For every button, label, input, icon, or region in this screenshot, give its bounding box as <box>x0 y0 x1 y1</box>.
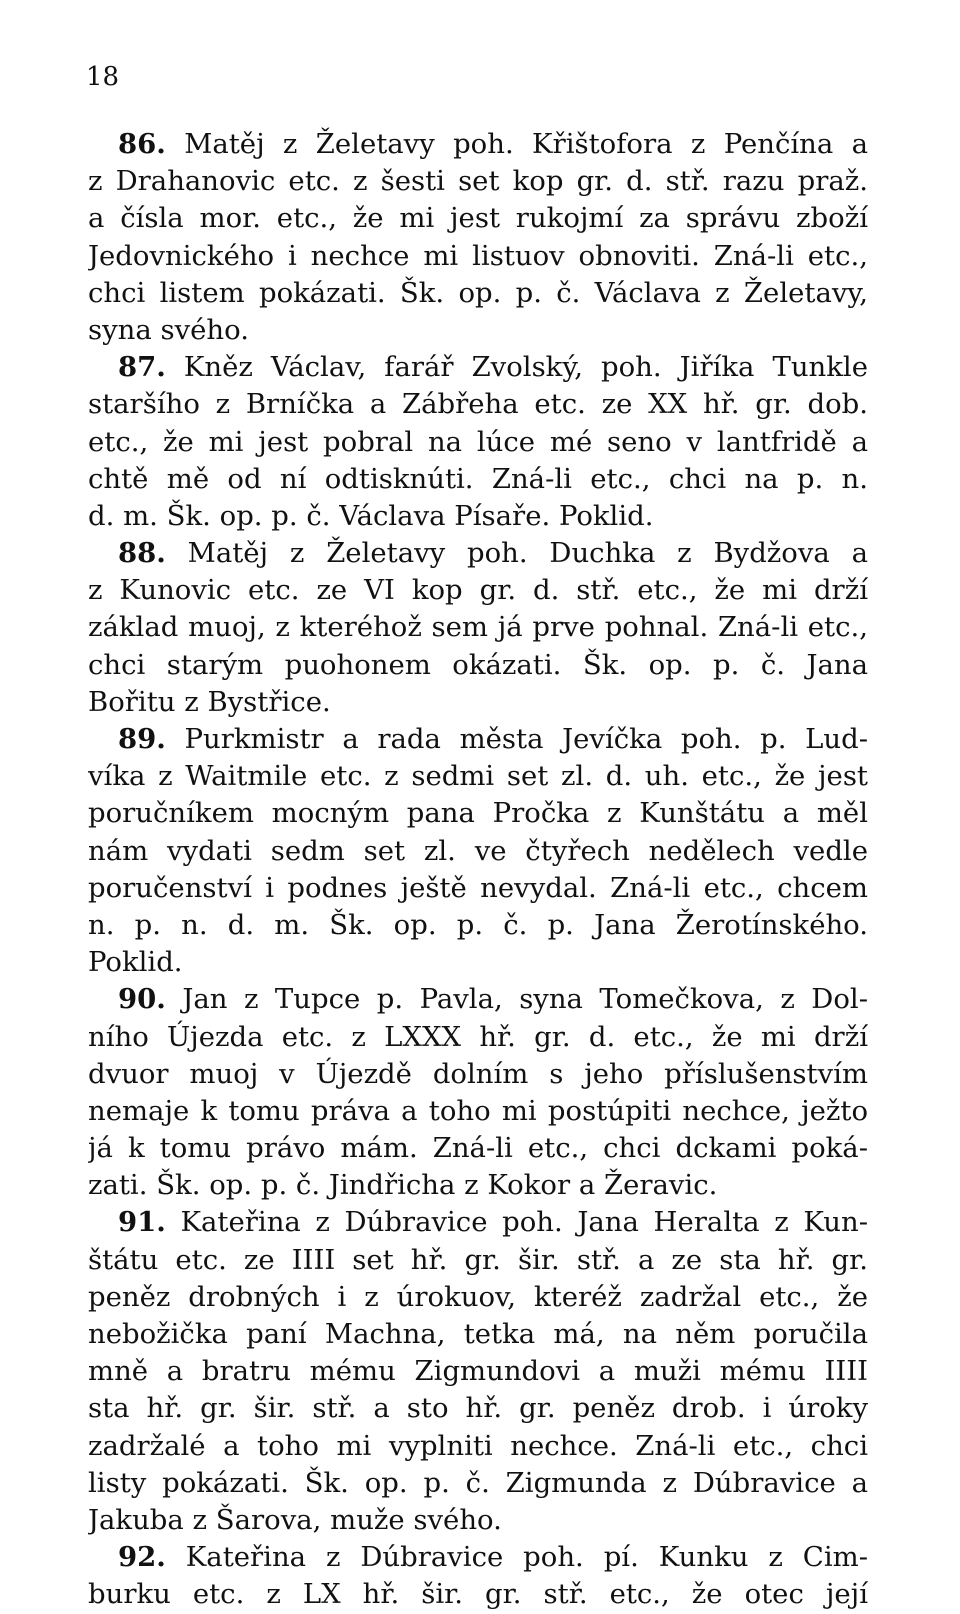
entry-line: 92. Kateřina z Dúbravice poh. pí. Kunku z Cim- <box>118 1541 868 1574</box>
entry-line: 86. Matěj z Želetavy poh. Křištofora z Penčína a <box>118 128 868 160</box>
entry-line: Poklid. <box>88 946 183 979</box>
document-body <box>88 126 868 1614</box>
entry-number: 88. <box>118 537 166 570</box>
entry-line: d. m. Šk. op. p. č. Václava Písaře. Poklid. <box>88 499 654 532</box>
entry-line: z Drahanovic etc. z šesti set kop gr. d. stř. razu praž. <box>88 165 868 198</box>
entry-line: dvuor muoj v Újezdě dolním s jeho příslušenstvím <box>88 1057 868 1090</box>
entry-line: základ muoj, z kteréhož sem já prve pohnal. Zná-li etc., <box>88 611 868 644</box>
entry-line: štátu etc. ze IIII set hř. gr. šir. stř. a ze sta hř. gr. <box>88 1243 868 1276</box>
entry-line: staršího z Brníčka a Zábřeha etc. ze XX hř. gr. dob. <box>88 388 868 421</box>
entry-line: 88. Matěj z Želetavy poh. Duchka z Bydžova a <box>118 537 868 570</box>
entry-line: peněz drobných i z úrokuov, kteréž zadržal etc., že <box>88 1280 868 1313</box>
entry-line: 89. Purkmistr a rada města Jevíčka poh. p. Lud- <box>118 723 868 755</box>
entry-line: poručenství i podnes ještě nevydal. Zná-li etc., chcem <box>88 871 868 904</box>
entry-line: sta hř. gr. šir. stř. a sto hř. gr. peněz drob. i úroky <box>88 1392 868 1425</box>
entry-line: já k tomu právo mám. Zná-li etc., chci dckami poká- <box>88 1132 868 1165</box>
entry-number: 92. <box>118 1541 166 1574</box>
entry-line: 90. Jan z Tupce p. Pavla, syna Tomečkova, z Dol- <box>118 983 868 1016</box>
entry-line: chtě mě od ní odtisknúti. Zná-li etc., chci na p. n. <box>88 462 868 495</box>
entry-line: syna svého. <box>88 313 249 346</box>
entry-line: z Kunovic etc. ze VI kop gr. d. stř. etc., že mi drží <box>88 574 868 607</box>
entry-line: zadržalé a toho mi vyplniti nechce. Zná-li etc., chci <box>88 1429 868 1462</box>
entry-line: Jakuba z Šarova, muže svého. <box>88 1503 502 1536</box>
entry-line: ního Újezda etc. z LXXX hř. gr. d. etc., že mi drží <box>88 1020 868 1053</box>
entry-line: zati. Šk. op. p. č. Jindřicha z Kokor a Žeravic. <box>88 1169 718 1202</box>
entry-line: poručníkem mocným pana Pročka z Kunštátu a měl <box>88 797 868 830</box>
entry-line: Bořitu z Bystřice. <box>88 685 331 718</box>
page-number: 18 <box>86 62 120 92</box>
entry-number: 90. <box>118 983 166 1016</box>
entry-number: 89. <box>118 723 166 755</box>
entry-87 <box>88 349 868 535</box>
entry-number: 87. <box>118 351 166 384</box>
entry-line: chci listem pokázati. Šk. op. p. č. Václava z Želetavy, <box>88 276 868 309</box>
entry-number: 86. <box>118 128 166 160</box>
entry-line: víka z Waitmile etc. z sedmi set zl. d. uh. etc., že jest <box>88 760 868 793</box>
entry-91 <box>88 1204 868 1539</box>
entry-line: nebožička paní Machna, tetka má, na něm poručila <box>88 1318 868 1350</box>
entry-line: etc., že mi jest pobral na lúce mé seno v lantfridě a <box>88 425 868 458</box>
entry-line: nemaje k tomu práva a toho mi postúpiti nechce, ježto <box>88 1094 868 1127</box>
entry-line: burku etc. z LX hř. šir. gr. stř. etc., že otec její <box>88 1578 868 1611</box>
entry-line: 87. Kněz Václav, farář Zvolský, poh. Jiříka Tunkle <box>118 351 868 384</box>
entry-line: Jedovnického i nechce mi listuov obnoviti. Zná-li etc., <box>88 239 868 272</box>
entry-line: chci starým puohonem okázati. Šk. op. p. č. Jana <box>88 648 868 681</box>
entry-line: listy pokázati. Šk. op. p. č. Zigmunda z Dúbravice a <box>88 1466 868 1499</box>
entry-89 <box>88 721 868 981</box>
entry-number: 91. <box>118 1206 166 1239</box>
entry-line: n. p. n. d. m. Šk. op. p. č. p. Jana Žerotínského. <box>88 908 868 941</box>
entry-90 <box>88 981 868 1204</box>
entry-line: nám vydati sedm set zl. ve čtyřech nedělech vedle <box>88 834 868 867</box>
entry-line: a čísla mor. etc., že mi jest rukojmí za správu zboží <box>88 202 868 235</box>
entry-92 <box>88 1539 868 1613</box>
entry-line: mně a bratru mému Zigmundovi a muži mému IIII <box>88 1355 868 1388</box>
entry-line: 91. Kateřina z Dúbravice poh. Jana Heralta z Kun- <box>118 1206 868 1239</box>
entry-86 <box>88 126 868 349</box>
entry-88 <box>88 535 868 721</box>
